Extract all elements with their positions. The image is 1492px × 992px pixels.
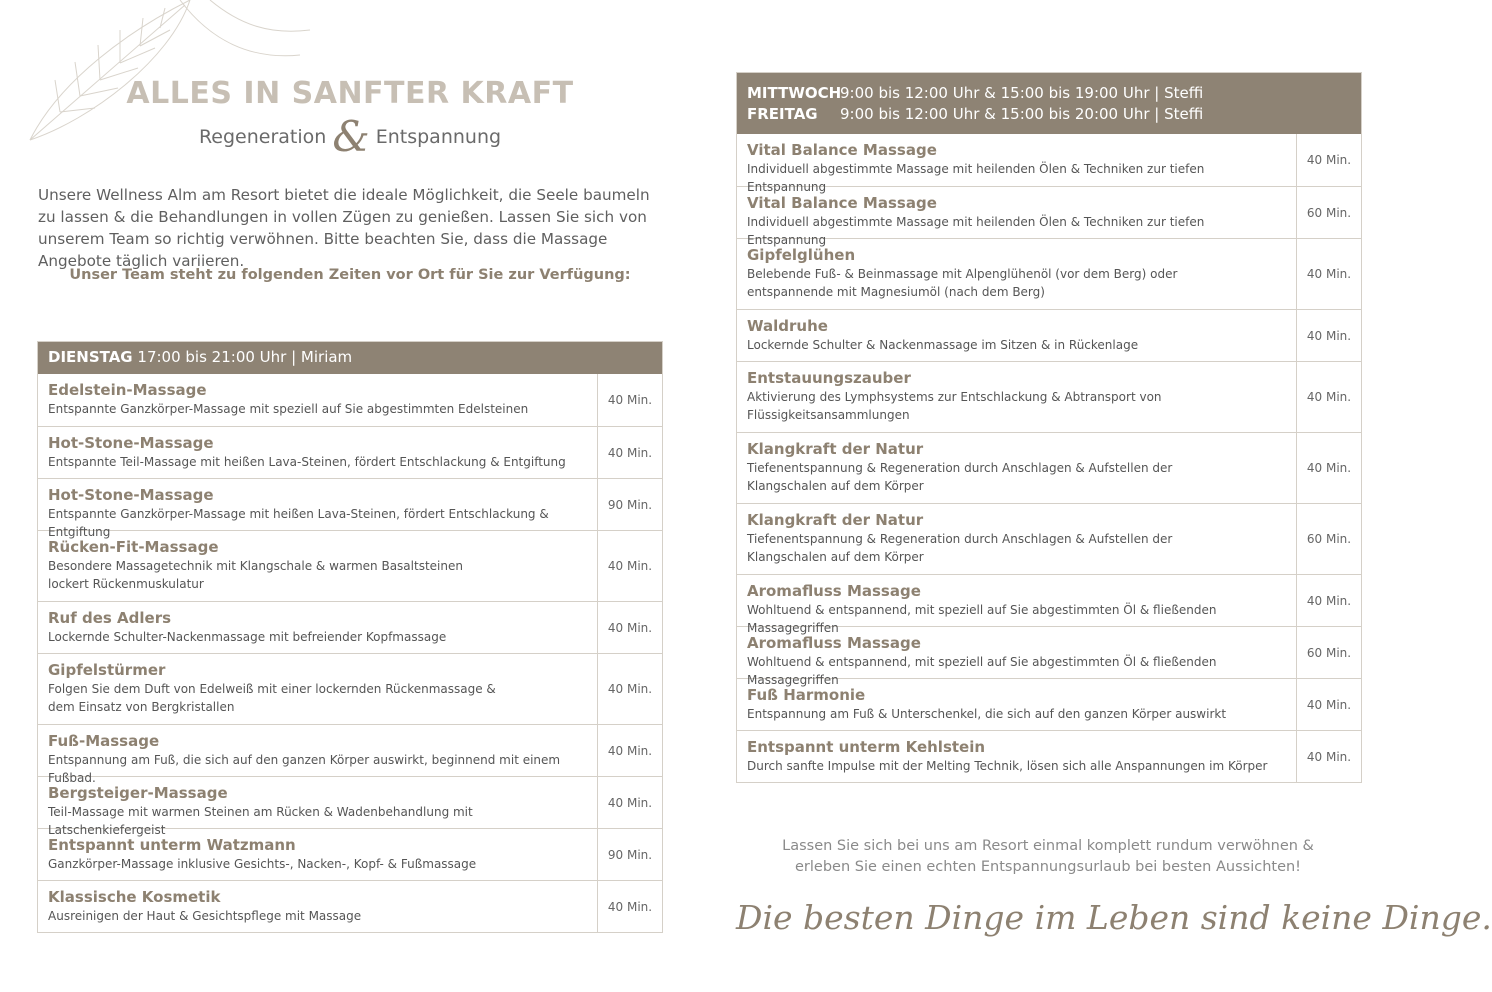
treatment-description-line2: entspannende mit Magnesiumöl (nach dem Berg) [747,285,1045,299]
treatment-name: Vital Balance Massage [747,194,937,212]
table-row [38,653,662,724]
treatment-description-line2: lockert Rückenmuskulatur [48,577,204,591]
treatment-name: Fuß Harmonie [747,686,866,704]
treatment-description: Aktivierung des Lymphsystems zur Entschlackung & Abtransport von [747,390,1162,404]
treatment-duration: 40 Min. [597,531,662,601]
table-row [737,238,1361,309]
treatment-duration: 40 Min. [1296,679,1361,730]
treatment-description: Individuell abgestimmte Massage mit heilenden Ölen & Techniken zur tiefen Entspannung [747,215,1205,247]
treatment-name: Klangkraft der Natur [747,511,924,529]
treatment-duration: 40 Min. [1296,310,1361,361]
treatment-name: Waldruhe [747,317,828,335]
table-row [737,678,1361,730]
table-row [737,186,1361,247]
treatment-description: Entspannte Teil-Massage mit heißen Lava-Steinen, fördert Entschlackung & Entgiftung [48,455,566,469]
treatment-description: Lockernde Schulter-Nackenmassage mit befreiender Kopfmassage [48,630,447,644]
treatment-description: Tiefenentspannung & Regeneration durch Anschlagen & Aufstellen der [747,461,1173,475]
treatment-description: Entspannung am Fuß & Unterschenkel, die sich auf den ganzen Körper auswirkt [747,707,1227,721]
treatment-name: Gipfelstürmer [48,661,166,679]
treatment-description: Individuell abgestimmte Massage mit heilenden Ölen & Techniken zur tiefen Entspannung [747,162,1205,194]
treatment-name: Gipfelglühen [747,246,856,264]
subtitle-left: Regeneration [198,126,327,148]
treatment-description-line2: Klangschalen auf dem Körper [747,550,924,564]
treatment-description: Wohltuend & entspannend, mit speziell auf Sie abgestimmten Öl & fließenden Massagegriffen [747,655,1217,687]
table-row [38,426,662,478]
closing-text [736,836,1360,878]
treatment-description: Belebende Fuß- & Beinmassage mit Alpenglühenöl (vor dem Berg) oder [747,267,1178,281]
treatment-duration: 40 Min. [597,654,662,724]
table-row [737,626,1361,687]
treatment-description: Ausreinigen der Haut & Gesichtspflege mit Massage [48,909,362,923]
treatment-duration: 40 Min. [1296,239,1361,309]
treatment-duration: 40 Min. [597,374,662,426]
treatment-duration: 40 Min. [1296,575,1361,626]
table-row [38,601,662,653]
treatment-duration: 40 Min. [1296,134,1361,186]
table-row [38,724,662,785]
treatment-duration: 40 Min. [597,427,662,478]
treatment-duration: 60 Min. [1296,504,1361,574]
table-row [38,776,662,837]
menu-header-wed-fri [737,73,1361,134]
treatment-name: Entspannt unterm Watzmann [48,836,296,854]
treatment-duration: 40 Min. [1296,433,1361,503]
header-time-wednesday: 9:00 bis 12:00 Uhr & 15:00 bis 19:00 Uhr | Steffi [840,84,1204,102]
treatment-name: Vital Balance Massage [747,141,937,159]
treatment-description: Entspannte Ganzkörper-Massage mit speziell auf Sie abgestimmten Edelsteinen [48,402,529,416]
treatment-name: Klangkraft der Natur [747,440,924,458]
treatment-description: Entspannung am Fuß, die sich auf den ganzen Körper auswirkt, beginnend mit einem Fußbad. [48,753,561,785]
treatment-name: Aromafluss Massage [747,634,921,652]
closing-line-1: Lassen Sie sich bei uns am Resort einmal komplett rundum verwöhnen & [782,838,1314,854]
table-row [737,730,1361,782]
treatment-duration: 40 Min. [1296,731,1361,782]
subtitle [38,114,662,160]
treatment-description: Lockernde Schulter & Nackenmassage im Sitzen & in Rückenlage [747,338,1139,352]
treatment-description: Besondere Massagetechnik mit Klangschale & warmen Basaltsteinen [48,559,463,573]
treatment-duration: 40 Min. [597,777,662,828]
treatment-name: Fuß-Massage [48,732,160,750]
treatment-description: Teil-Massage mit warmen Steinen am Rücken & Wadenbehandlung mit Latschenkiefergeist [48,805,473,837]
treatment-description-line2: Klangschalen auf dem Körper [747,479,924,493]
treatment-name: Rücken-Fit-Massage [48,538,219,556]
treatment-duration: 90 Min. [597,479,662,530]
header-time: 17:00 bis 21:00 Uhr | Miriam [137,348,353,366]
treatment-duration: 60 Min. [1296,627,1361,678]
treatment-duration: 60 Min. [1296,187,1361,238]
header-day-wednesday: MITTWOCH [747,84,842,102]
table-row [737,574,1361,635]
closing-line-2: erleben Sie einen echten Entspannungsurlaub bei besten Aussichten! [795,859,1301,875]
treatment-description: Entspannte Ganzkörper-Massage mit heißen Lava-Steinen, fördert Entschlackung & Entgiftung [48,507,549,539]
treatment-name: Ruf des Adlers [48,609,172,627]
signature-quote: Die besten Dinge im Leben sind keine Dinge. [736,898,1492,937]
table-row [38,880,662,932]
menu-header-tuesday [38,342,662,374]
treatment-duration: 40 Min. [597,602,662,653]
page-title: ALLES IN SANFTER KRAFT [126,76,574,111]
team-availability-note: Unser Team steht zu folgenden Zeiten vor Ort für Sie zur Verfügung: [69,267,631,283]
table-row [38,374,662,426]
treatment-description-line2: dem Einsatz von Bergkristallen [48,700,235,714]
table-row [737,134,1361,194]
treatment-description-line2: Flüssigkeitsansammlungen [747,408,910,422]
intro-paragraph: Unsere Wellness Alm am Resort bietet die ideale Möglichkeit, die Seele baumeln zu lassen & die Behandlungen in vollen Zügen zu genießen. Lassen Sie sich von unserem Team so richtig verwöhnen. Bitte beachten Sie, dass die Massage Angebote täglich variieren. [38,186,650,270]
subtitle-right: Entspannung [375,126,502,148]
treatment-name: Hot-Stone-Massage [48,434,214,452]
table-row [737,503,1361,574]
table-row [38,530,662,601]
header-day-friday: FREITAG [747,105,818,123]
table-row [737,432,1361,503]
treatment-name: Aromafluss Massage [747,582,921,600]
table-row [38,828,662,880]
treatment-duration: 40 Min. [1296,362,1361,432]
header-day: DIENSTAG [48,348,133,366]
menu-wednesday-friday [736,72,1362,783]
header-time-friday: 9:00 bis 12:00 Uhr & 15:00 bis 20:00 Uhr | Steffi [840,105,1204,123]
treatment-list [737,134,1361,782]
treatment-duration: 40 Min. [597,725,662,776]
treatment-description: Wohltuend & entspannend, mit speziell auf Sie abgestimmten Öl & fließenden Massagegriffen [747,603,1217,635]
treatment-name: Klassische Kosmetik [48,888,221,906]
treatment-name: Hot-Stone-Massage [48,486,214,504]
treatment-name: Edelstein-Massage [48,381,207,399]
table-row [38,478,662,539]
treatment-duration: 90 Min. [597,829,662,880]
treatment-name: Entspannt unterm Kehlstein [747,738,986,756]
treatment-list [38,374,662,932]
table-row [737,309,1361,361]
treatment-description: Tiefenentspannung & Regeneration durch Anschlagen & Aufstellen der [747,532,1173,546]
table-row [737,361,1361,432]
ampersand-ornament: & [332,112,370,161]
treatment-description: Folgen Sie dem Duft von Edelweiß mit einer lockernden Rückenmassage & [48,682,496,696]
treatment-name: Bergsteiger-Massage [48,784,228,802]
menu-tuesday [37,341,663,933]
treatment-description: Durch sanfte Impulse mit der Melting Technik, lösen sich alle Anspannungen im Körper [747,759,1268,773]
treatment-description: Ganzkörper-Massage inklusive Gesichts-, Nacken-, Kopf- & Fußmassage [48,857,477,871]
treatment-duration: 40 Min. [597,881,662,932]
treatment-name: Entstauungszauber [747,369,911,387]
